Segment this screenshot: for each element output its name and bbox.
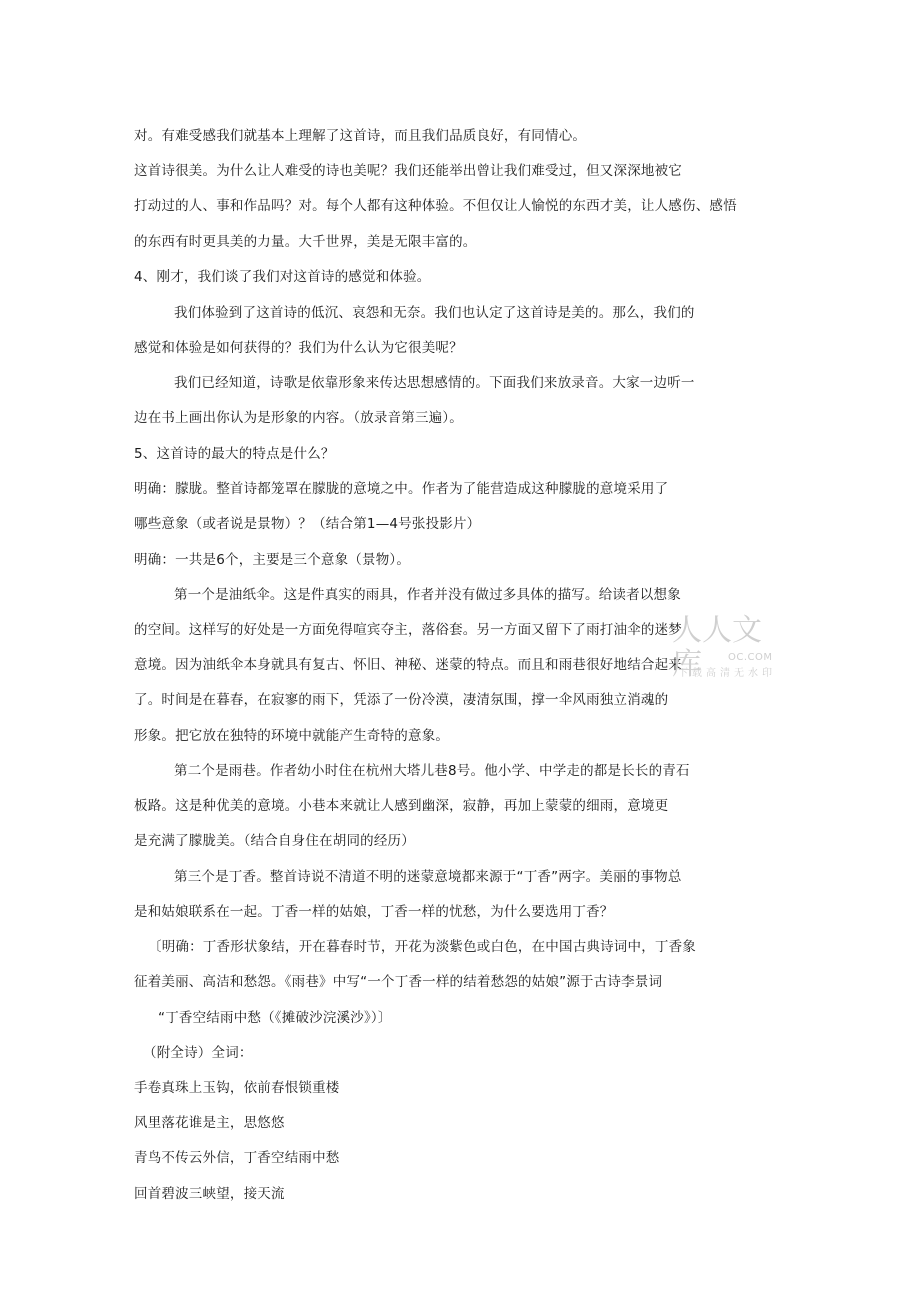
text-line-15: 的空间。这样写的好处是一方面免得喧宾夺主，落俗套。另一方面又留下了雨打油伞的迷梦: [134, 622, 682, 638]
text-line-22: 第三个是丁香。整首诗说不清道不明的迷蒙意境都来源于“丁香”两字。美丽的事物总: [174, 869, 682, 885]
text-line-25: 征着美丽、高洁和愁怨。《雨巷》中写“一个丁香一样的结着愁怨的姑娘”源于古诗李景词: [134, 974, 663, 990]
watermark-slogan: 下载高清无水印: [678, 668, 776, 679]
text-line-18: 形象。把它放在独特的环境中就能产生奇特的意象。: [134, 728, 450, 744]
text-line-23: 是和姑娘联系在一起。丁香一样的姑娘，丁香一样的忧愁，为什么要选用丁香？: [134, 904, 614, 920]
text-line-7: 感觉和体验是如何获得的？我们为什么认为它很美呢？: [134, 340, 463, 356]
text-line-19: 第二个是雨巷。作者幼小时住在杭州大塔儿巷8号。他小学、中学走的都是长长的青石: [174, 763, 690, 779]
text-line-10: 5、这首诗的最大的特点是什么？: [134, 446, 335, 462]
text-line-9: 边在书上画出你认为是形象的内容。（放录音第三遍）。: [134, 410, 463, 426]
text-line-2: 这首诗很美。为什么让人难受的诗也美呢？我们还能举出曾让我们难受过，但又深深地被它: [134, 163, 682, 179]
watermark-title: 人人文库: [672, 613, 762, 682]
text-line-17: 了。时间是在暮春，在寂寥的雨下，凭添了一份冷漠，凄清氛围，撑一伞风雨独立消魂的: [134, 692, 669, 708]
text-line-31: 回首碧波三峡望，接天流: [134, 1186, 285, 1202]
text-line-13: 明确：一共是6个，主要是三个意象（景物）。: [134, 552, 411, 568]
text-line-28: 手卷真珠上玉钩，依前春恨锁重楼: [134, 1080, 340, 1096]
watermark: [672, 614, 782, 682]
text-line-24: 〔明确：丁香形状象结，开在暮春时节，开花为淡紫色或白色，在中国古典诗词中，丁香象: [148, 939, 696, 955]
text-line-30: 青鸟不传云外信，丁香空结雨中愁: [134, 1150, 340, 1166]
text-line-11: 明确：朦胧。整首诗都笼罩在朦胧的意境之中。作者为了能营造成这种朦胧的意境采用了: [134, 481, 669, 497]
text-line-5: 4、刚才，我们谈了我们对这首诗的感觉和体验。: [134, 269, 431, 285]
text-line-4: 的东西有时更具美的力量。大千世界，美是无限丰富的。: [134, 234, 477, 250]
text-line-1: 对。有难受感我们就基本上理解了这首诗，而且我们品质良好，有同情心。: [134, 128, 587, 144]
text-line-14: 第一个是油纸伞。这是件真实的雨具，作者并没有做过多具体的描写。给读者以想象: [174, 587, 681, 603]
text-line-29: 风里落花谁是主，思悠悠: [134, 1115, 285, 1131]
text-line-27: （附全诗）全词：: [143, 1045, 253, 1061]
text-line-20: 板路。这是种优美的意境。小巷本来就让人感到幽深，寂静，再加上蒙蒙的细雨，意境更: [134, 798, 669, 814]
text-line-21: 是充满了朦胧美。（结合自身住在胡同的经历）: [134, 833, 415, 849]
text-line-8: 我们已经知道，诗歌是依靠形象来传达思想感情的。下面我们来放录音。大家一边听一: [174, 375, 695, 391]
watermark-domain: OC.COM: [728, 652, 773, 663]
text-line-16: 意境。因为油纸伞本身就具有复古、怀旧、神秘、迷蒙的特点。而且和雨巷很好地结合起来: [134, 657, 682, 673]
text-line-26: “丁香空结雨中愁（《摊破沙浣溪沙》）〕: [158, 1010, 392, 1026]
text-line-3: 打动过的人、事和作品吗？对。每个人都有这种体验。不但仅让人愉悦的东西才美，让人感伤、感悟: [134, 198, 737, 214]
text-line-6: 我们体验到了这首诗的低沉、哀怨和无奈。我们也认定了这首诗是美的。那么，我们的: [174, 305, 695, 321]
text-line-12: 哪些意象（或者说是景物）？（结合第1—4号张投影片）: [134, 516, 481, 532]
